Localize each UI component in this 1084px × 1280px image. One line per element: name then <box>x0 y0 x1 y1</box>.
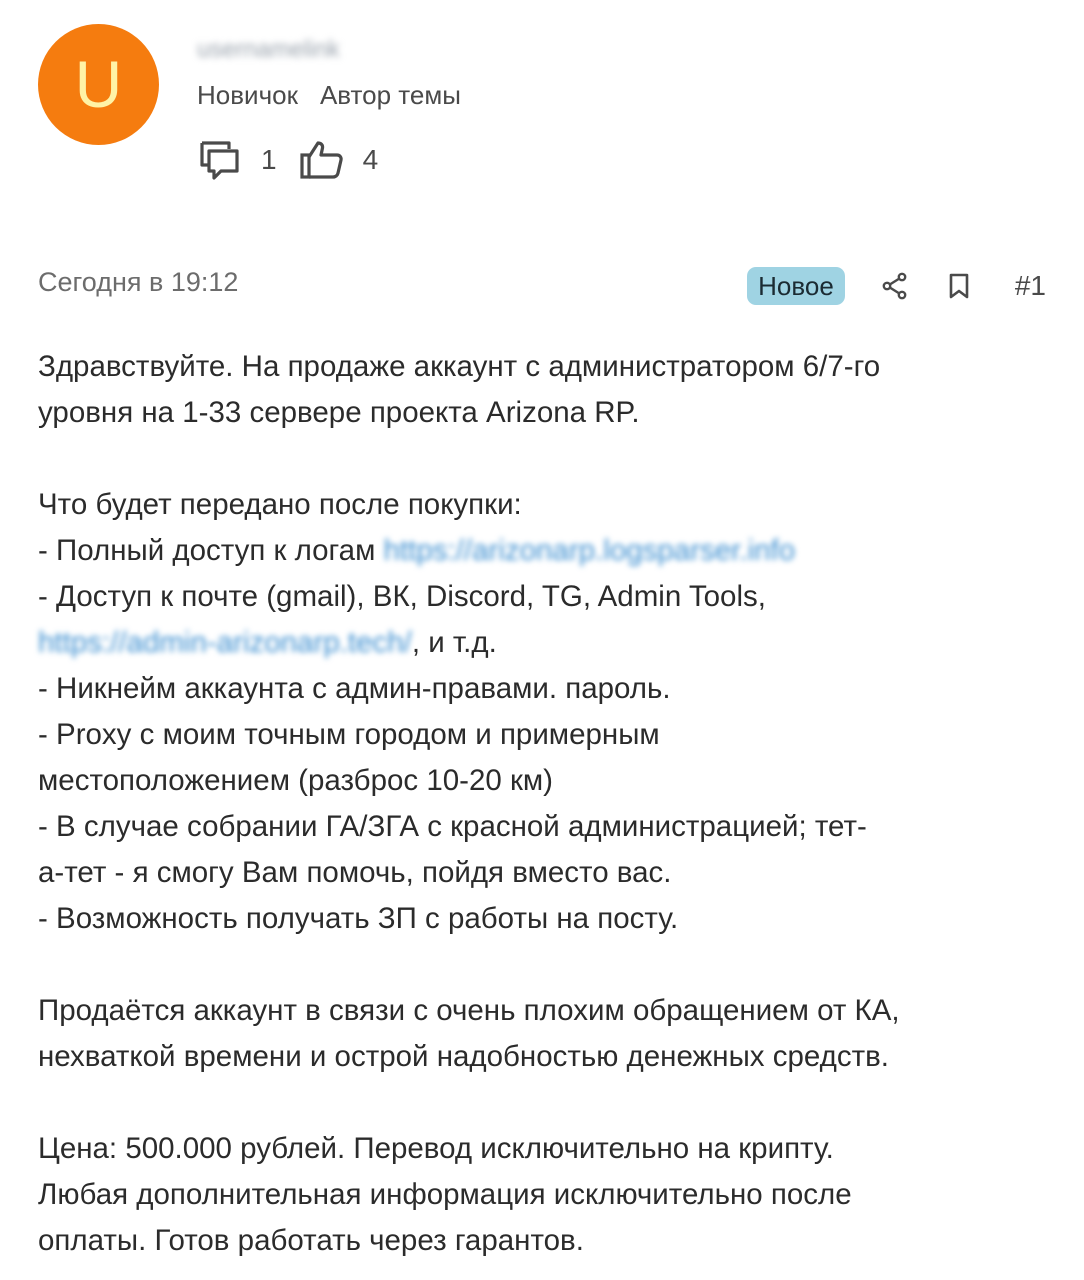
user-rank: Новичок <box>197 80 298 110</box>
post-line: Здравствуйте. На продаже аккаунт с администратором 6/7-го <box>38 350 881 383</box>
post-line: Любая дополнительная информация исключительно после <box>38 1178 852 1211</box>
like-icon <box>299 138 345 182</box>
avatar[interactable] <box>38 24 159 145</box>
post-line-text: , и т.д. <box>411 626 497 659</box>
avatar-letter: U <box>74 46 123 121</box>
topic-author-label: Автор темы <box>319 80 461 110</box>
post-line: нехваткой времени и острой надобностью денежных средств. <box>38 1040 889 1073</box>
post-line: - Никнейм аккаунта с админ-правами. пароль. <box>38 672 671 705</box>
likes-count: 4 <box>362 144 379 175</box>
user-roles <box>197 78 461 112</box>
post-line-text: - Полный доступ к логам <box>38 534 384 567</box>
post-body <box>38 344 1053 1264</box>
post-line: - В случае собрании ГА/ЗГА с красной администрацией; тет- <box>38 810 867 843</box>
post-line: Цена: 500.000 рублей. Перевод исключительно на крипту. <box>38 1132 834 1165</box>
logs-link[interactable]: https://arizonarp.logsparser.info <box>383 534 796 567</box>
post-line: Продаётся аккаунт в связи с очень плохим обращением от КА, <box>38 994 900 1027</box>
share-icon[interactable] <box>881 272 909 300</box>
user-stats <box>197 138 378 182</box>
bookmark-icon[interactable] <box>947 272 971 300</box>
post-line: а-тет - я смогу Вам помочь, пойдя вместо вас. <box>38 856 672 889</box>
post-number-link[interactable]: #1 <box>1014 270 1046 301</box>
post-date[interactable]: Сегодня в 19:12 <box>38 267 239 297</box>
post-line: Что будет передано после покупки: <box>38 488 522 521</box>
post-line: - Proxy с моим точным городом и примерным <box>38 718 660 751</box>
new-badge: Новое <box>747 267 845 305</box>
post-line: уровня на 1-33 сервере проекта Arizona RP. <box>38 396 640 429</box>
post-line: - Доступ к почте (gmail), ВК, Discord, TG, Admin Tools, <box>38 580 766 613</box>
messages-icon <box>197 138 241 182</box>
username-link[interactable]: usernamelink <box>197 36 340 63</box>
post-line: местоположением (разброс 10-20 км) <box>38 764 553 797</box>
post-line: оплаты. Готов работать через гарантов. <box>38 1224 584 1257</box>
admin-tools-link[interactable]: https://admin-arizonarp.tech/ <box>38 626 412 659</box>
post-actions <box>747 266 1046 306</box>
post-line: - Возможность получать ЗП с работы на посту. <box>38 902 679 935</box>
messages-count: 1 <box>261 144 277 175</box>
post-line <box>38 620 1053 666</box>
post-line <box>38 528 1053 574</box>
